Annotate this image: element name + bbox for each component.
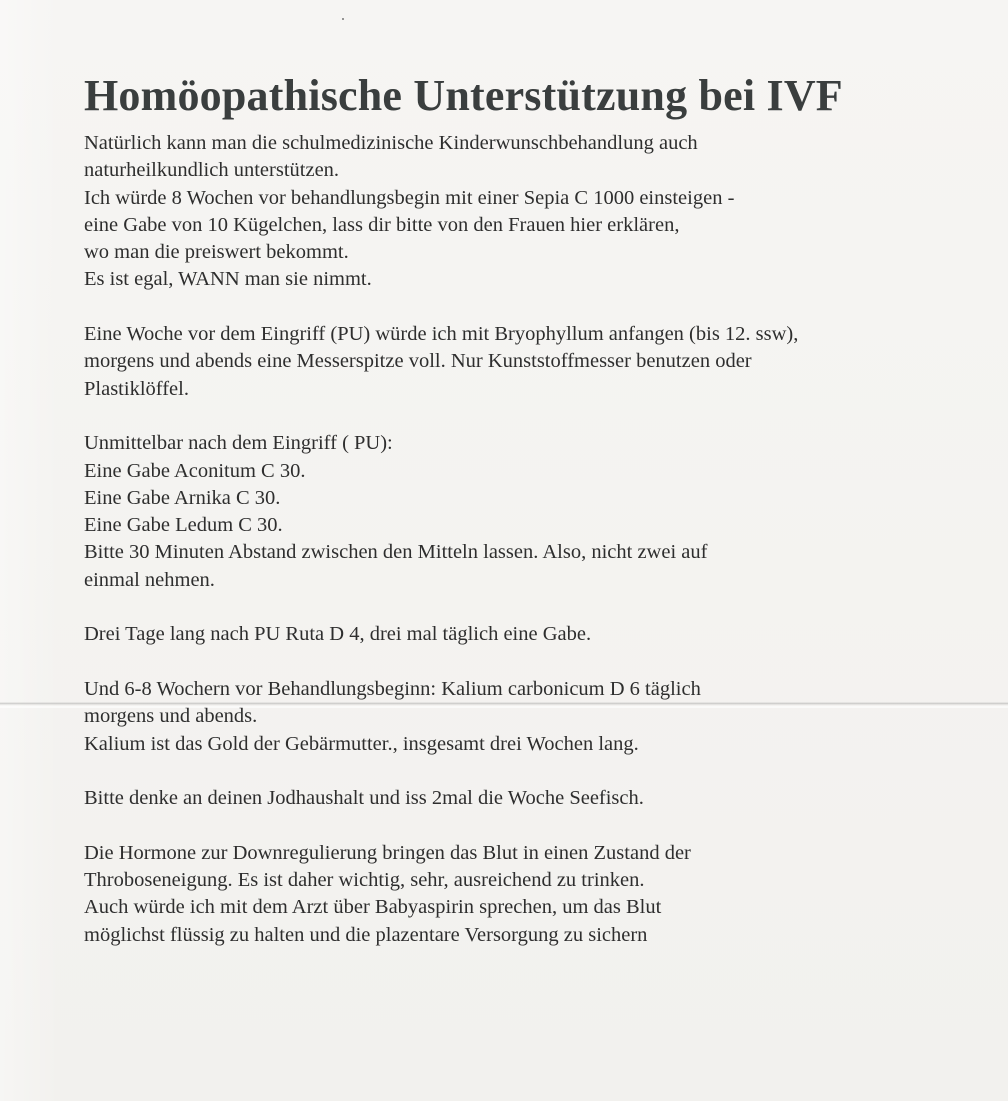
text-line: naturheilkundlich unterstützen. xyxy=(84,159,340,182)
text-line: Eine Gabe Aconitum C 30. xyxy=(84,459,306,482)
document-body xyxy=(84,130,994,976)
text-line: Auch würde ich mit dem Arzt über Babyaspirin sprechen, um das Blut xyxy=(84,896,662,919)
paragraph-hormones xyxy=(84,840,994,949)
text-line: Unmittelbar nach dem Eingriff ( PU): xyxy=(84,432,393,455)
text-line: wo man die preiswert bekommt. xyxy=(84,241,349,264)
text-line: Eine Woche vor dem Eingriff (PU) würde ich mit Bryophyllum anfangen (bis 12. ssw), xyxy=(84,323,799,346)
text-line: morgens und abends eine Messerspitze voll. Nur Kunststoffmesser benutzen oder xyxy=(84,350,752,373)
paragraph-iodine xyxy=(84,785,994,812)
paragraph-after-procedure xyxy=(84,430,994,594)
text-line: Natürlich kann man die schulmedizinische Kinderwunschbehandlung auch xyxy=(84,132,698,154)
text-line: Ich würde 8 Wochen vor behandlungsbegin mit einer Sepia C 1000 einsteigen - xyxy=(84,186,735,209)
paragraph-intro xyxy=(84,130,994,294)
text-line: Bitte 30 Minuten Abstand zwischen den Mitteln lassen. Also, nicht zwei auf xyxy=(84,541,708,564)
text-line: Drei Tage lang nach PU Ruta D 4, drei mal täglich eine Gabe. xyxy=(84,623,592,646)
text-line: Es ist egal, WANN man sie nimmt. xyxy=(84,268,372,291)
document-title: Homöopathische Unterstützung bei IVF xyxy=(84,71,843,120)
text-line: morgens und abends. xyxy=(84,705,258,728)
text-line: Plastiklöffel. xyxy=(84,377,189,400)
paper-speck xyxy=(342,18,344,20)
text-line: Kalium ist das Gold der Gebärmutter., insgesamt drei Wochen lang. xyxy=(84,732,639,755)
paragraph-ruta xyxy=(84,621,994,648)
text-line: möglichst flüssig zu halten und die plazentare Versorgung zu sichern xyxy=(84,923,648,946)
paragraph-kalium xyxy=(84,676,994,758)
text-line: Und 6-8 Wochern vor Behandlungsbeginn: Kalium carbonicum D 6 täglich xyxy=(84,677,701,700)
text-line: Eine Gabe Arnika C 30. xyxy=(84,486,281,509)
text-line: eine Gabe von 10 Kügelchen, lass dir bitte von den Frauen hier erklären, xyxy=(84,213,680,236)
text-line: Eine Gabe Ledum C 30. xyxy=(84,514,283,537)
text-line: einmal nehmen. xyxy=(84,568,215,591)
text-line: Die Hormone zur Downregulierung bringen das Blut in einen Zustand der xyxy=(84,841,691,864)
text-line: Throboseneigung. Es ist daher wichtig, sehr, ausreichend zu trinken. xyxy=(84,869,645,892)
paragraph-bryophyllum xyxy=(84,321,994,403)
text-line: Bitte denke an deinen Jodhaushalt und iss 2mal die Woche Seefisch. xyxy=(84,787,644,810)
